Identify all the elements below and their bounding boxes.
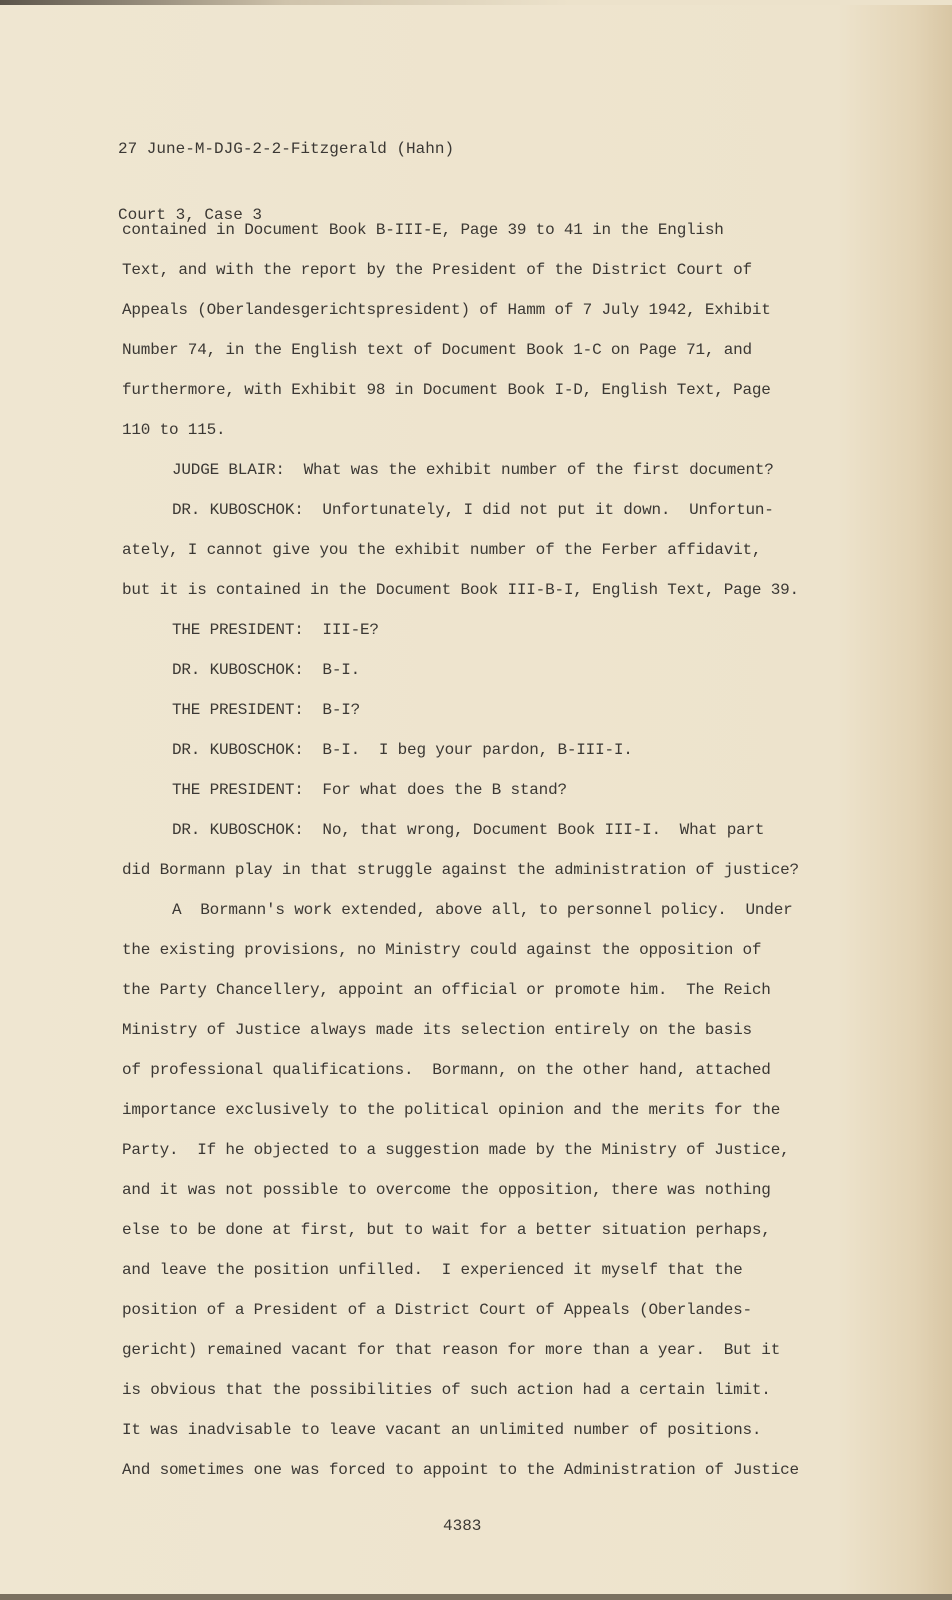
text-line: It was inadvisable to leave vacant an unlimited number of positions. bbox=[122, 1421, 762, 1439]
text-line: DR. KUBOSCHOK: No, that wrong, Document Book III-I. What part bbox=[172, 821, 765, 839]
text-line: Text, and with the report by the President of the District Court of bbox=[122, 261, 752, 279]
text-line: but it is contained in the Document Book III-B-I, English Text, Page 39. bbox=[122, 581, 799, 599]
page-number: 4383 bbox=[443, 1517, 482, 1535]
text-line: else to be done at first, but to wait for a better situation perhaps, bbox=[122, 1221, 771, 1239]
text-line: THE PRESIDENT: For what does the B stand? bbox=[172, 781, 567, 799]
header-line-2: Court 3, Case 3 bbox=[118, 206, 263, 224]
text-line: DR. KUBOSCHOK: B-I. I beg your pardon, B-III-I. bbox=[172, 741, 633, 759]
text-line: of professional qualifications. Bormann, on the other hand, attached bbox=[122, 1061, 771, 1079]
text-line: is obvious that the possibilities of such action had a certain limit. bbox=[122, 1381, 771, 1399]
text-line: the existing provisions, no Ministry could against the opposition of bbox=[122, 941, 762, 959]
text-line: position of a President of a District Court of Appeals (Oberlandes- bbox=[122, 1301, 752, 1319]
text-line: and it was not possible to overcome the opposition, there was nothing bbox=[122, 1181, 771, 1199]
text-line: 110 to 115. bbox=[122, 421, 226, 439]
text-line: DR. KUBOSCHOK: B-I. bbox=[172, 661, 361, 679]
text-line: and leave the position unfilled. I experienced it myself that the bbox=[122, 1261, 743, 1279]
text-line: Appeals (Oberlandesgerichtspresident) of Hamm of 7 July 1942, Exhibit bbox=[122, 301, 771, 319]
text-line: ately, I cannot give you the exhibit number of the Ferber affidavit, bbox=[122, 541, 762, 559]
scan-edge-top bbox=[0, 0, 952, 5]
text-line: did Bormann play in that struggle against the administration of justice? bbox=[122, 861, 799, 879]
text-line: THE PRESIDENT: B-I? bbox=[172, 701, 361, 719]
text-line: DR. KUBOSCHOK: Unfortunately, I did not put it down. Unfortun- bbox=[172, 501, 774, 519]
text-line: gericht) remained vacant for that reason for more than a year. But it bbox=[122, 1341, 781, 1359]
text-line: And sometimes one was forced to appoint to the Administration of Justice bbox=[122, 1461, 799, 1479]
text-line: JUDGE BLAIR: What was the exhibit number of the first document? bbox=[172, 461, 774, 479]
text-line: Party. If he objected to a suggestion made by the Ministry of Justice, bbox=[122, 1141, 790, 1159]
text-line: the Party Chancellery, appoint an official or promote him. The Reich bbox=[122, 981, 771, 999]
text-line: A Bormann's work extended, above all, to personnel policy. Under bbox=[172, 901, 793, 919]
text-line: Ministry of Justice always made its selection entirely on the basis bbox=[122, 1021, 752, 1039]
transcript-body bbox=[122, 210, 799, 1490]
header-line-1: 27 June-M-DJG-2-2-Fitzgerald (Hahn) bbox=[118, 140, 455, 158]
text-line: Number 74, in the English text of Document Book 1-C on Page 71, and bbox=[122, 341, 752, 359]
text-line: THE PRESIDENT: III-E? bbox=[172, 621, 379, 639]
text-line: contained in Document Book B-III-E, Page 39 to 41 in the English bbox=[122, 221, 724, 239]
scan-edge-bottom bbox=[0, 1594, 952, 1600]
text-line: furthermore, with Exhibit 98 in Document Book I-D, English Text, Page bbox=[122, 381, 771, 399]
text-line: importance exclusively to the political opinion and the merits for the bbox=[122, 1101, 781, 1119]
